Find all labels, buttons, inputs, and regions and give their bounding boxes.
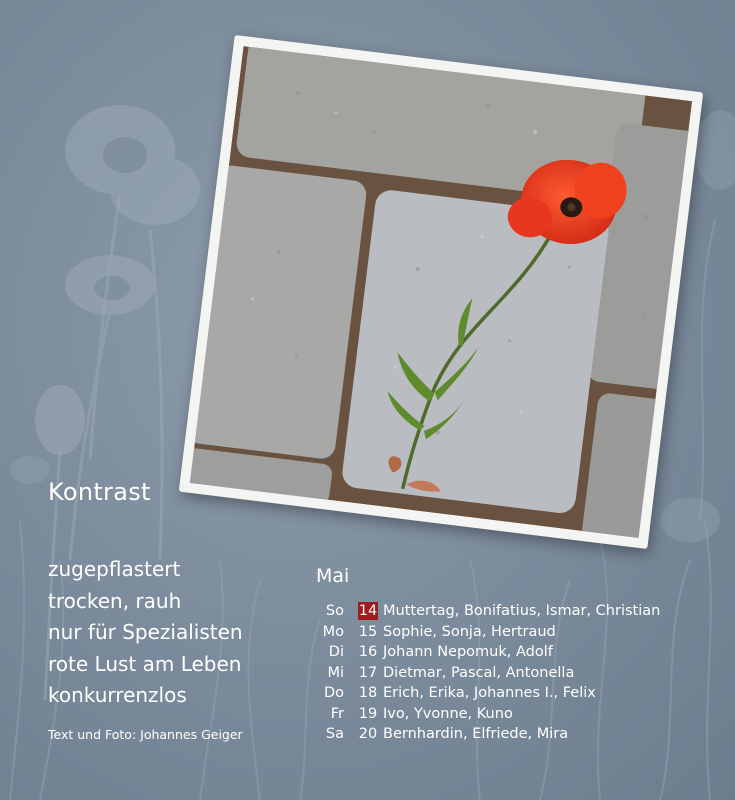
calendar-day-row — [300, 663, 660, 684]
weekday: Di — [328, 644, 344, 661]
poem-line: trocken, rauh — [48, 588, 182, 613]
calendar-day-row — [300, 622, 660, 643]
day-number: 17 — [358, 664, 378, 681]
day-number-highlighted: 14 — [358, 603, 378, 620]
day-number: 19 — [358, 705, 378, 722]
weekday: Mo — [322, 623, 344, 640]
poppy-in-pavement-image — [190, 46, 692, 538]
calendar-day-row — [300, 601, 660, 622]
calendar-month: Mai — [316, 565, 350, 587]
calendar-day-row — [300, 683, 660, 704]
weekday: Fr — [330, 705, 344, 722]
weekday: So — [325, 603, 344, 620]
name-days: Sophie, Sonja, Hertraud — [383, 623, 556, 640]
day-number: 20 — [358, 726, 378, 743]
name-days: Bernhardin, Elfriede, Mira — [383, 726, 569, 743]
weekday: Do — [323, 685, 344, 702]
day-number: 16 — [358, 644, 378, 661]
poem-line: konkurrenzlos — [48, 683, 187, 707]
weekday: Mi — [327, 664, 344, 681]
day-number: 15 — [358, 623, 378, 640]
poem — [48, 554, 243, 712]
name-days: Ivo, Yvonne, Kuno — [383, 705, 513, 722]
calendar-day-row — [300, 642, 660, 663]
poem-line: rote Lust am Leben — [48, 651, 242, 676]
poem-line: zugepflastert — [48, 557, 181, 581]
day-number: 18 — [358, 685, 378, 702]
name-days: Muttertag, Bonifatius, Ismar, Christian — [383, 603, 661, 620]
calendar-day-row — [300, 704, 660, 725]
calendar-day-row — [300, 724, 660, 745]
poem-line: nur für Spezialisten — [48, 620, 243, 644]
weekday: Sa — [325, 726, 344, 743]
poppy-photo — [179, 35, 704, 549]
name-days: Johann Nepomuk, Adolf — [383, 644, 553, 661]
photo-credit: Text und Foto: Johannes Geiger — [48, 727, 243, 742]
calendar-week — [300, 601, 660, 745]
name-days: Erich, Erika, Johannes I., Felix — [383, 685, 596, 702]
page-title: Kontrast — [48, 478, 151, 506]
name-days: Dietmar, Pascal, Antonella — [383, 664, 575, 681]
